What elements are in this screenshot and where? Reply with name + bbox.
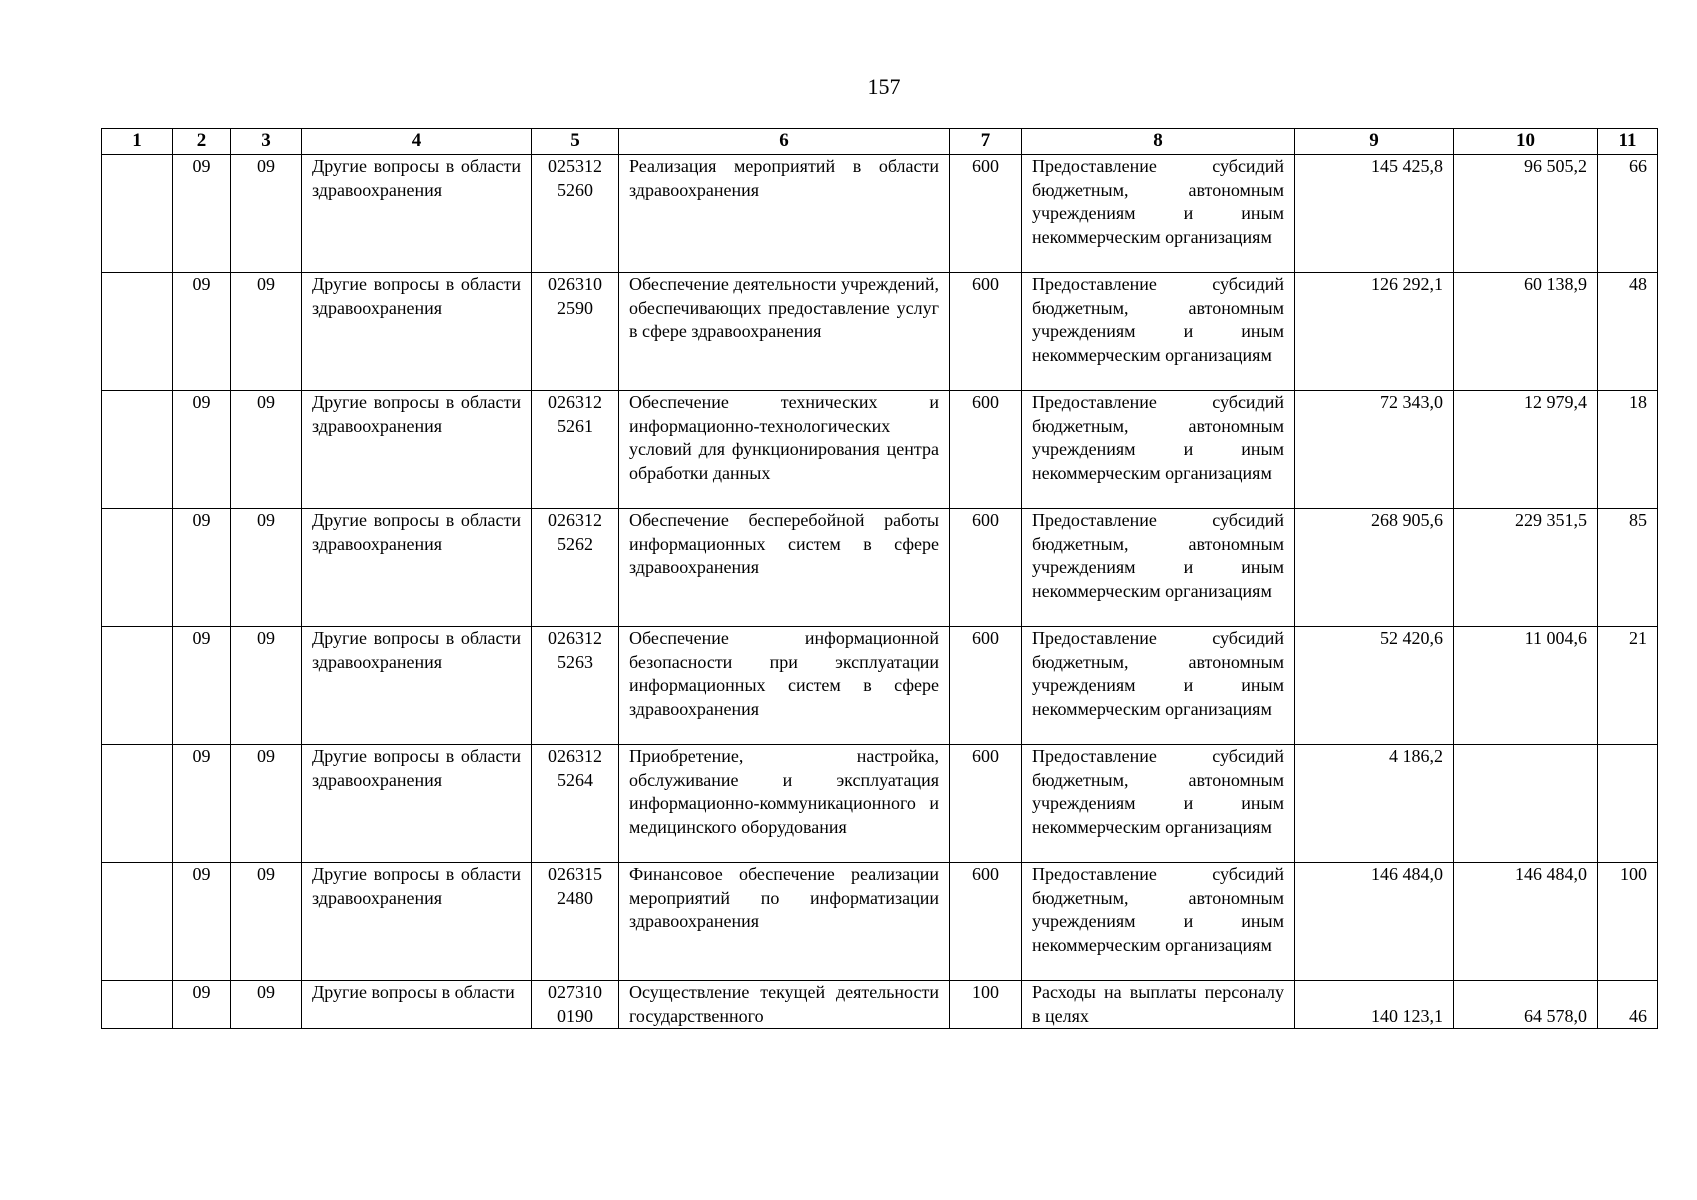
cell-target-code (532, 273, 619, 391)
cell-program-name: Обеспечение деятельности учреждений, обеспечивающих предоставление услуг в сфере здравоохранения (619, 273, 950, 391)
cell-program-name: Осуществление текущей деятельности государственного (619, 981, 950, 1029)
cell-percent: 18 (1598, 391, 1658, 509)
cell-col1 (102, 155, 173, 273)
cell-section-name: Другие вопросы в области здравоохранения (302, 745, 532, 863)
cell-percent: 66 (1598, 155, 1658, 273)
cell-expense-type-name: Предоставление субсидий бюджетным, автономным учреждениям и иным некоммерческим организациям (1022, 745, 1295, 863)
target-code-part1: 026312 (548, 628, 602, 648)
header-cell: 10 (1454, 129, 1598, 155)
cell-section: 09 (173, 509, 231, 627)
cell-section-name: Другие вопросы в области здравоохранения (302, 627, 532, 745)
cell-expense-type-name: Предоставление субсидий бюджетным, автономным учреждениям и иным некоммерческим организациям (1022, 627, 1295, 745)
cell-expense-type-code: 600 (950, 745, 1022, 863)
cell-program-name: Реализация мероприятий в области здравоохранения (619, 155, 950, 273)
cell-section: 09 (173, 745, 231, 863)
cell-expense-type-name: Предоставление субсидий бюджетным, автономным учреждениям и иным некоммерческим организациям (1022, 155, 1295, 273)
table-row (102, 509, 1658, 627)
cell-subsection: 09 (231, 391, 302, 509)
target-code-part2: 5263 (557, 651, 593, 672)
table-row (102, 627, 1658, 745)
cell-amount-actual: 11 004,6 (1454, 627, 1598, 745)
header-row (102, 129, 1658, 155)
cell-amount-actual: 96 505,2 (1454, 155, 1598, 273)
cell-section: 09 (173, 627, 231, 745)
cell-section: 09 (173, 981, 231, 1029)
cell-target-code (532, 863, 619, 981)
header-cell: 5 (532, 129, 619, 155)
target-code-part1: 026312 (548, 392, 602, 412)
cell-amount-actual: 60 138,9 (1454, 273, 1598, 391)
cell-subsection: 09 (231, 273, 302, 391)
cell-section: 09 (173, 155, 231, 273)
header-cell: 1 (102, 129, 173, 155)
cell-expense-type-name: Расходы на выплаты персоналу в целях (1022, 981, 1295, 1029)
target-code-part2: 2480 (557, 887, 593, 908)
cell-amount-actual (1454, 745, 1598, 863)
cell-amount-actual: 64 578,0 (1454, 981, 1598, 1029)
cell-expense-type-name: Предоставление субсидий бюджетным, автономным учреждениям и иным некоммерческим организациям (1022, 273, 1295, 391)
target-code-part2: 2590 (557, 297, 593, 318)
table-row (102, 273, 1658, 391)
table-row (102, 745, 1658, 863)
cell-col1 (102, 863, 173, 981)
header-cell: 8 (1022, 129, 1295, 155)
header-cell: 11 (1598, 129, 1658, 155)
target-code-part2: 5264 (557, 769, 593, 790)
cell-target-code (532, 745, 619, 863)
cell-program-name: Обеспечение технических и информационно-технологических условий для функционирования центра обработки данных (619, 391, 950, 509)
cell-subsection: 09 (231, 981, 302, 1029)
target-code-part1: 026310 (548, 274, 602, 294)
cell-section-name: Другие вопросы в области здравоохранения (302, 155, 532, 273)
target-code-part1: 026312 (548, 746, 602, 766)
cell-percent: 100 (1598, 863, 1658, 981)
cell-amount-plan: 52 420,6 (1295, 627, 1454, 745)
cell-percent (1598, 745, 1658, 863)
cell-subsection: 09 (231, 863, 302, 981)
cell-amount-actual: 229 351,5 (1454, 509, 1598, 627)
target-code-part1: 026312 (548, 510, 602, 530)
cell-amount-plan: 140 123,1 (1295, 981, 1454, 1029)
table-row (102, 155, 1658, 273)
cell-section: 09 (173, 391, 231, 509)
cell-amount-plan: 126 292,1 (1295, 273, 1454, 391)
header-cell: 4 (302, 129, 532, 155)
cell-program-name: Приобретение, настройка, обслуживание и эксплуатация информационно-коммуникационного и медицинского оборудования (619, 745, 950, 863)
cell-expense-type-code: 600 (950, 273, 1022, 391)
target-code-part2: 5262 (557, 533, 593, 554)
cell-target-code (532, 155, 619, 273)
cell-percent: 21 (1598, 627, 1658, 745)
cell-section: 09 (173, 273, 231, 391)
table-row (102, 391, 1658, 509)
cell-col1 (102, 745, 173, 863)
cell-col1 (102, 273, 173, 391)
cell-program-name: Обеспечение информационной безопасности при эксплуатации информационных систем в сфере здравоохранения (619, 627, 950, 745)
cell-amount-plan: 268 905,6 (1295, 509, 1454, 627)
cell-col1 (102, 981, 173, 1029)
cell-col1 (102, 509, 173, 627)
cell-subsection: 09 (231, 509, 302, 627)
cell-expense-type-code: 600 (950, 155, 1022, 273)
page-number: 157 (867, 74, 901, 99)
target-code-part2: 5260 (557, 179, 593, 200)
cell-expense-type-name: Предоставление субсидий бюджетным, автономным учреждениям и иным некоммерческим организациям (1022, 863, 1295, 981)
header-cell: 7 (950, 129, 1022, 155)
cell-amount-plan: 145 425,8 (1295, 155, 1454, 273)
target-code-part1: 026315 (548, 864, 602, 884)
cell-amount-actual: 12 979,4 (1454, 391, 1598, 509)
cell-subsection: 09 (231, 155, 302, 273)
cell-amount-actual: 146 484,0 (1454, 863, 1598, 981)
cell-percent: 48 (1598, 273, 1658, 391)
cell-expense-type-code: 100 (950, 981, 1022, 1029)
header-cell: 2 (173, 129, 231, 155)
cell-expense-type-name: Предоставление субсидий бюджетным, автономным учреждениям и иным некоммерческим организациям (1022, 391, 1295, 509)
cell-program-name: Финансовое обеспечение реализации мероприятий по информатизации здравоохранения (619, 863, 950, 981)
header-cell: 9 (1295, 129, 1454, 155)
cell-expense-type-code: 600 (950, 391, 1022, 509)
cell-col1 (102, 391, 173, 509)
cell-expense-type-code: 600 (950, 509, 1022, 627)
cell-amount-plan: 72 343,0 (1295, 391, 1454, 509)
budget-table (101, 128, 1658, 1029)
target-code-part1: 027310 (548, 982, 602, 1002)
header-cell: 3 (231, 129, 302, 155)
target-code-part1: 025312 (548, 156, 602, 176)
cell-section-name: Другие вопросы в области (302, 981, 532, 1029)
cell-target-code (532, 627, 619, 745)
cell-col1 (102, 627, 173, 745)
cell-section: 09 (173, 863, 231, 981)
header-cell: 6 (619, 129, 950, 155)
cell-section-name: Другие вопросы в области здравоохранения (302, 863, 532, 981)
cell-amount-plan: 4 186,2 (1295, 745, 1454, 863)
cell-subsection: 09 (231, 627, 302, 745)
cell-percent: 46 (1598, 981, 1658, 1029)
table-body (102, 155, 1658, 1029)
cell-section-name: Другие вопросы в области здравоохранения (302, 509, 532, 627)
cell-expense-type-code: 600 (950, 863, 1022, 981)
cell-expense-type-code: 600 (950, 627, 1022, 745)
table-row (102, 981, 1658, 1029)
cell-expense-type-name: Предоставление субсидий бюджетным, автономным учреждениям и иным некоммерческим организациям (1022, 509, 1295, 627)
target-code-part2: 5261 (557, 415, 593, 436)
target-code-part2: 0190 (557, 1005, 593, 1026)
cell-target-code (532, 391, 619, 509)
cell-amount-plan: 146 484,0 (1295, 863, 1454, 981)
cell-section-name: Другие вопросы в области здравоохранения (302, 273, 532, 391)
cell-target-code (532, 509, 619, 627)
cell-percent: 85 (1598, 509, 1658, 627)
cell-subsection: 09 (231, 745, 302, 863)
table-row (102, 863, 1658, 981)
cell-target-code (532, 981, 619, 1029)
cell-program-name: Обеспечение бесперебойной работы информационных систем в сфере здравоохранения (619, 509, 950, 627)
cell-section-name: Другие вопросы в области здравоохранения (302, 391, 532, 509)
